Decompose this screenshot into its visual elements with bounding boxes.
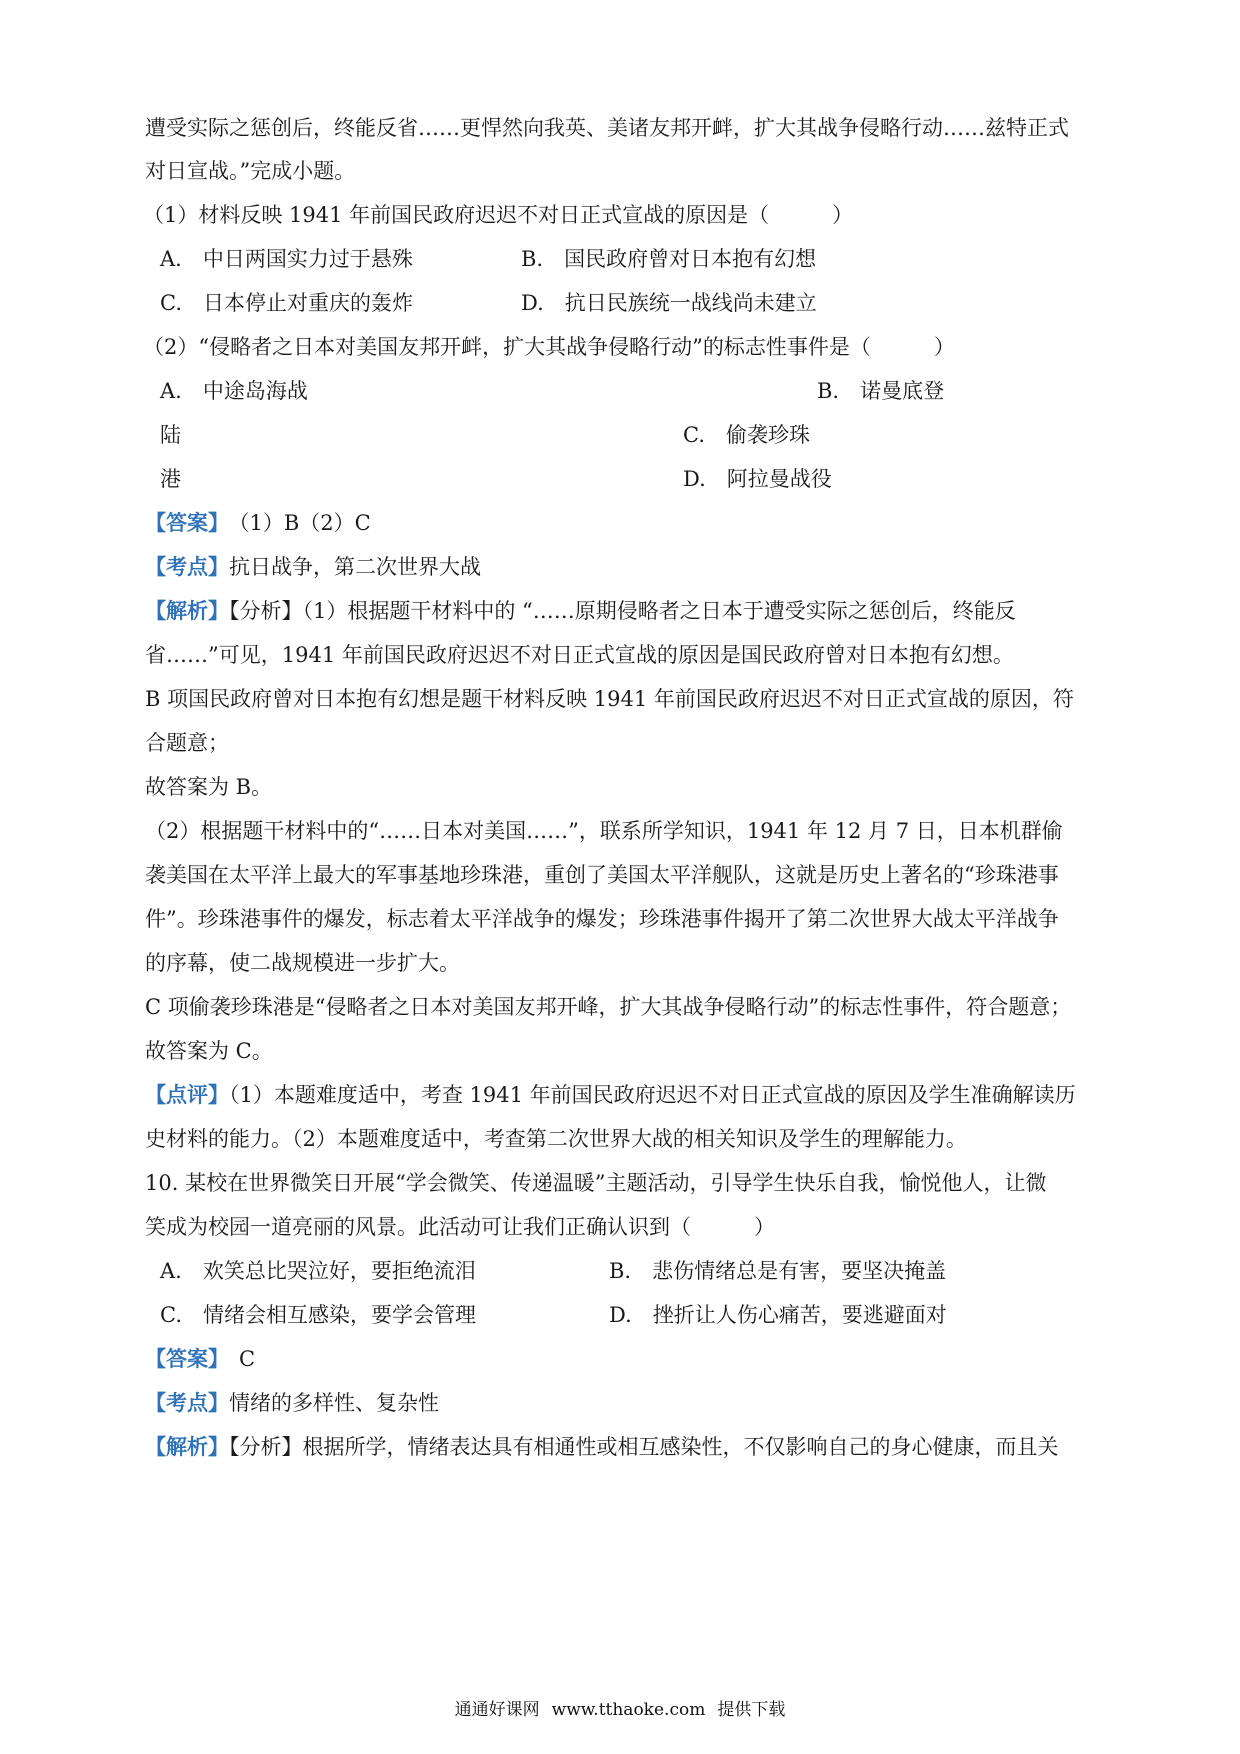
answer-label: 【答案】 <box>145 1346 229 1371</box>
q10-analysis-line-1 <box>145 1433 1059 1461</box>
footer-url[interactable]: www.tthaoke.com <box>551 1700 706 1720</box>
q9-sub2-option-d: D. 阿拉曼战役 <box>683 467 832 491</box>
q10-option-c: C. 情绪会相互感染，要学会管理 <box>160 1303 476 1327</box>
analysis-label: 【解析】 <box>145 1434 229 1459</box>
q9-stem-line-2: 对日宣战。”完成小题。 <box>145 159 356 183</box>
q9-analysis-line-8: 件”。珍珠港事件的爆发，标志着太平洋战争的爆发；珍珠港事件揭开了第二次世界大战太平洋战争 <box>145 907 1059 931</box>
q9-analysis-line-11: 故答案为 C。 <box>145 1039 273 1063</box>
analysis-text: 【分析】根据所学，情绪表达具有相通性或相互感染性，不仅影响自己的身心健康，而且关 <box>229 1435 1059 1459</box>
answer-value: （1）B（2）C <box>239 511 371 535</box>
answer-label: 【答案】 <box>145 510 229 535</box>
analysis-label: 【解析】 <box>145 598 229 623</box>
q10-point <box>145 1389 439 1417</box>
q9-stem-line-1: 遭受实际之惩创后，终能反省……更悍然向我英、美诸友邦开衅，扩大其战争侵略行动……兹特正式 <box>145 116 1069 140</box>
q10-stem-line-1: 10. 某校在世界微笑日开展“学会微笑、传递温暖”主题活动，引导学生快乐自我，愉悦他人，让微 <box>145 1171 1047 1195</box>
q9-sub1-option-d: D. 抗日民族统一战线尚未建立 <box>521 291 817 315</box>
q9-analysis-line-1 <box>145 597 1016 625</box>
answer-value: C <box>239 1347 256 1371</box>
q10-option-b: B. 悲伤情绪总是有害，要坚决掩盖 <box>609 1259 947 1283</box>
q10-option-d: D. 挫折让人伤心痛苦，要逃避面对 <box>609 1303 947 1327</box>
q9-sub2-option-b-wrap: 陆 <box>160 423 181 447</box>
page-footer <box>0 1698 1240 1722</box>
q9-analysis-line-6: （2）根据题干材料中的“……日本对美国……”，联系所学知识，1941 年 12 月 7 日，日本机群偷 <box>145 819 1063 843</box>
q10-option-a: A. 欢笑总比哭泣好，要拒绝流泪 <box>160 1259 476 1283</box>
q9-sub2-option-c-wrap: 港 <box>160 467 181 491</box>
q9-sub2-option-c: C. 偷袭珍珠 <box>683 423 810 447</box>
point-value: 情绪的多样性、复杂性 <box>229 1391 439 1415</box>
q9-sub1-option-b: B. 国民政府曾对日本抱有幻想 <box>521 247 817 271</box>
point-label: 【考点】 <box>145 1390 229 1415</box>
q9-analysis-line-7: 袭美国在太平洋上最大的军事基地珍珠港，重创了美国太平洋舰队，这就是历史上著名的“珍珠港事 <box>145 863 1059 887</box>
q9-answer <box>145 509 371 537</box>
q9-sub2-option-a: A. 中途岛海战 <box>160 379 308 403</box>
comment-label: 【点评】 <box>145 1082 229 1107</box>
q10-stem-line-2: 笑成为校园一道亮丽的风景。此活动可让我们正确认识到（ ） <box>145 1215 775 1239</box>
q10-answer <box>145 1345 255 1373</box>
q9-analysis-line-4: 合题意； <box>145 731 229 755</box>
q9-analysis-line-3: B 项国民政府曾对日本抱有幻想是题干材料反映 1941 年前国民政府迟迟不对日正式宣战的原因，符 <box>145 687 1074 711</box>
q9-sub2-option-b: B. 诺曼底登 <box>817 379 945 403</box>
q9-point <box>145 553 481 581</box>
q9-analysis-line-9: 的序幕，使二战规模进一步扩大。 <box>145 951 460 975</box>
q9-sub1-option-c: C. 日本停止对重庆的轰炸 <box>160 291 413 315</box>
q9-analysis-line-5: 故答案为 B。 <box>145 775 273 799</box>
q9-analysis-line-2: 省……”可见，1941 年前国民政府迟迟不对日正式宣战的原因是国民政府曾对日本抱有幻想。 <box>145 643 1014 667</box>
footer-tail: 提供下载 <box>717 1700 786 1720</box>
comment-text: （1）本题难度适中，考查 1941 年前国民政府迟迟不对日正式宣战的原因及学生准确解读历 <box>229 1083 1076 1107</box>
q9-comment-line-1 <box>145 1081 1076 1109</box>
q9-sub2-prompt: （2）“侵略者之日本对美国友邦开衅，扩大其战争侵略行动”的标志性事件是（ ） <box>143 335 955 359</box>
footer-site-name: 通通好课网 <box>454 1700 540 1720</box>
q9-comment-line-2: 史材料的能力。（2）本题难度适中，考查第二次世界大战的相关知识及学生的理解能力。 <box>145 1127 967 1151</box>
point-label: 【考点】 <box>145 554 229 579</box>
q9-sub1-option-a: A. 中日两国实力过于悬殊 <box>160 247 413 271</box>
q9-analysis-line-10: C 项偷袭珍珠港是“侵略者之日本对美国友邦开峰，扩大其战争侵略行动”的标志性事件，符合题意； <box>145 995 1072 1019</box>
analysis-text: 【分析】（1）根据题干材料中的 “……原期侵略者之日本于遭受实际之惩创后，终能反 <box>229 599 1016 623</box>
point-value: 抗日战争，第二次世界大战 <box>229 555 481 579</box>
q9-sub1-prompt: （1）材料反映 1941 年前国民政府迟迟不对日正式宣战的原因是（ ） <box>143 203 854 227</box>
